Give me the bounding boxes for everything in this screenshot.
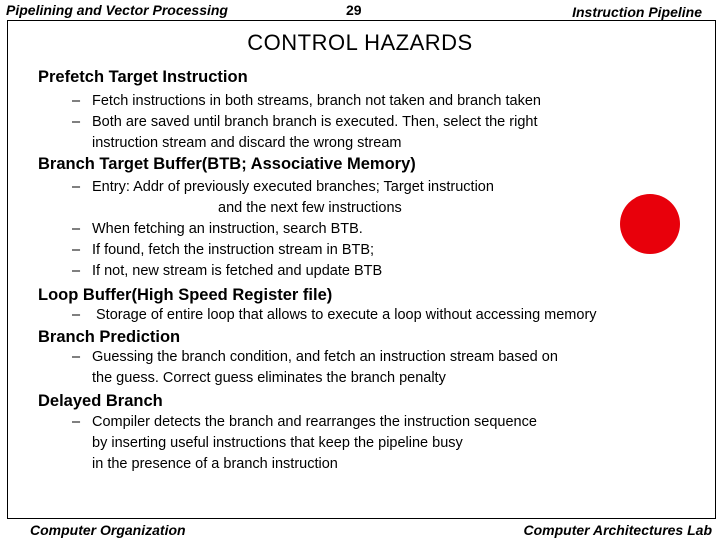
page-number: 29 (346, 2, 362, 18)
red-circle-marker (620, 194, 680, 254)
bullet-text-continued: instruction stream and discard the wrong stream (92, 135, 402, 151)
bullet-dash: – (72, 179, 81, 195)
bullet-dash: – (72, 414, 81, 430)
bullet-dash: – (72, 93, 81, 109)
bullet-dash: – (72, 221, 81, 237)
bullet-text: Fetch instructions in both streams, branch not taken and branch taken (92, 93, 541, 109)
bullet-text: Storage of entire loop that allows to execute a loop without accessing memory (96, 307, 597, 323)
heading-branch-target-buffer: Branch Target Buffer(BTB; Associative Memory) (38, 155, 416, 173)
heading-prefetch-target-instruction: Prefetch Target Instruction (38, 68, 248, 86)
bullet-text-continued: in the presence of a branch instruction (92, 456, 338, 472)
bullet-text-continued: and the next few instructions (218, 200, 402, 216)
slide-title: CONTROL HAZARDS (247, 30, 473, 55)
heading-loop-buffer: Loop Buffer(High Speed Register file) (38, 286, 333, 304)
footer-left: Computer Organization (30, 522, 186, 538)
header-topic: Instruction Pipeline (572, 4, 702, 20)
bullet-text: If found, fetch the instruction stream in BTB; (92, 242, 375, 258)
bullet-text: Both are saved until branch branch is executed. Then, select the right (92, 114, 538, 130)
bullet-dash: – (72, 114, 81, 130)
bullet-text: When fetching an instruction, search BTB. (92, 221, 363, 237)
bullet-text: Guessing the branch condition, and fetch an instruction stream based on (92, 349, 558, 365)
bullet-text: Entry: Addr of previously executed branches; Target instruction (92, 179, 494, 195)
heading-branch-prediction: Branch Prediction (38, 328, 181, 346)
bullet-dash: – (72, 307, 81, 323)
bullet-dash: – (72, 263, 81, 279)
bullet-dash: – (72, 242, 81, 258)
bullet-text: Compiler detects the branch and rearranges the instruction sequence (92, 414, 537, 430)
bullet-text: If not, new stream is fetched and update BTB (92, 263, 383, 279)
header-course-title: Pipelining and Vector Processing (6, 2, 228, 18)
bullet-text-continued: the guess. Correct guess eliminates the branch penalty (92, 370, 446, 386)
bullet-dash: – (72, 349, 81, 365)
heading-delayed-branch: Delayed Branch (38, 392, 163, 410)
bullet-text-continued: by inserting useful instructions that keep the pipeline busy (92, 435, 463, 451)
footer-right: Computer Architectures Lab (523, 522, 712, 538)
